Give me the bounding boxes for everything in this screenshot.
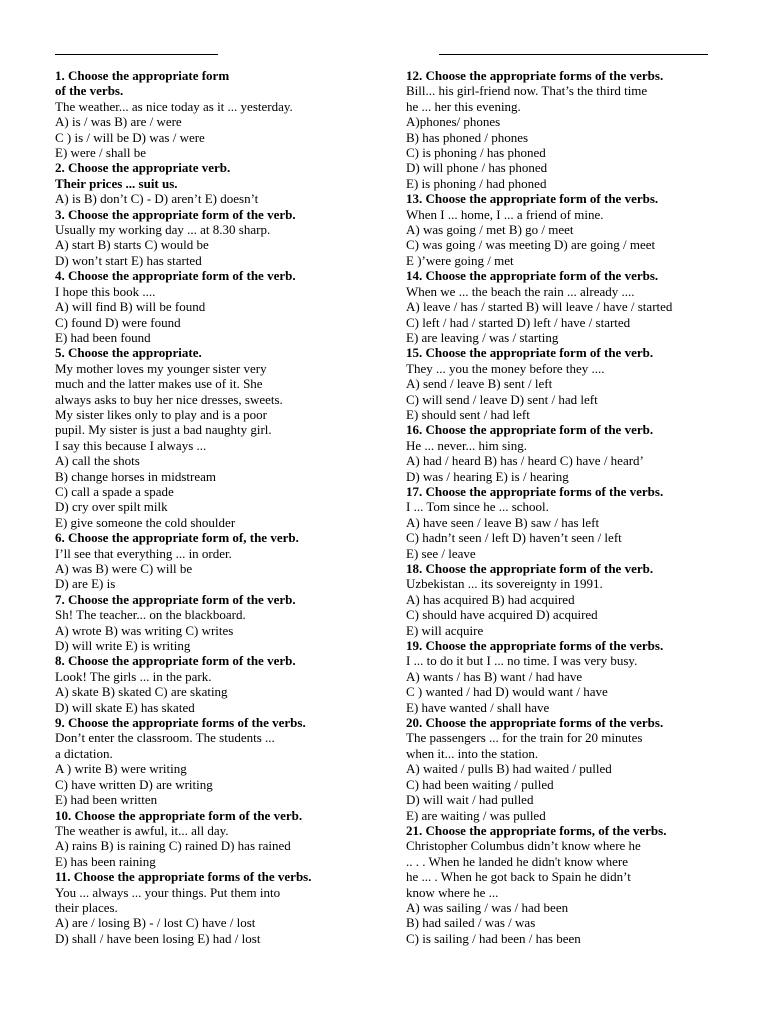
left-text-line: The weather... as nice today as it ... yesterday. (55, 98, 293, 114)
left-text-line: A) are / losing B) - / lost C) have / lost (55, 915, 256, 931)
right-question-heading: 19. Choose the appropriate forms of the verbs. (406, 638, 664, 654)
left-text-line: D) shall / have been losing E) had / lost (55, 930, 261, 946)
left-text-line: I’ll see that everything ... in order. (55, 545, 232, 561)
right-text-line: E) will acquire (406, 622, 484, 638)
left-text-line: A) call the shots (55, 453, 140, 469)
right-question-heading: 16. Choose the appropriate form of the verb. (406, 422, 654, 438)
left-text-line: E) had been written (55, 792, 158, 808)
left-text-line: D) cry over spilt milk (55, 499, 168, 515)
right-text-line: know where he ... (406, 884, 499, 900)
left-text-line: Sh! The teacher... on the blackboard. (55, 607, 246, 623)
right-text-line: A) have seen / leave B) saw / has left (406, 514, 600, 530)
left-text-line: E) has been raining (55, 853, 156, 869)
left-question-heading: 3. Choose the appropriate form of the verb. (55, 206, 296, 222)
right-text-line: C ) wanted / had D) would want / have (406, 684, 608, 700)
right-text-line: B) had sailed / was / was (406, 915, 536, 931)
right-question-heading: 15. Choose the appropriate form of the verb. (406, 345, 654, 361)
right-question-heading: 18. Choose the appropriate form of the verb. (406, 561, 654, 576)
left-text-line: C) call a spade a spade (55, 483, 174, 499)
left-text-line: My sister likes only to play and is a poor (55, 406, 267, 422)
left-text-line: B) change horses in midstream (55, 468, 217, 484)
right-text-line: I ... Tom since he ... school. (406, 499, 549, 515)
left-text-line: The weather is awful, it... all day. (55, 822, 229, 838)
right-question-heading: 17. Choose the appropriate forms of the verbs. (406, 483, 664, 499)
right-text-line: A)phones/ phones (406, 114, 501, 130)
left-text-line: A ) write B) were writing (55, 761, 187, 777)
right-text-line: A) waited / pulls B) had waited / pulled (406, 761, 612, 777)
right-question-heading: 14. Choose the appropriate form of the verbs. (406, 268, 659, 284)
right-text-line: A) wants / has B) want / had have (406, 668, 583, 684)
header-rule-right (439, 54, 708, 55)
left-text-line: Don’t enter the classroom. The students ... (55, 730, 275, 746)
right-text-line: When we ... the beach the rain ... already .... (406, 283, 635, 299)
right-text-line: The passengers ... for the train for 20 minutes (406, 730, 643, 746)
right-text-line: C) is phoning / has phoned (406, 145, 546, 161)
left-text-line: A) is / was B) are / were (55, 114, 182, 130)
right-text-line: C) will send / leave D) sent / had left (406, 391, 598, 407)
right-text-line: E) are leaving / was / starting (406, 329, 559, 345)
right-text-line: E) see / leave (406, 545, 476, 561)
left-text-line: Usually my working day ... at 8.30 sharp. (55, 222, 271, 238)
left-question-heading: 10. Choose the appropriate form of the verb. (55, 807, 303, 823)
right-text-line: A) had / heard B) has / heard C) have / heard’ (406, 453, 644, 469)
left-text-line: My mother loves my younger sister very (55, 360, 267, 376)
left-question-heading: 2. Choose the appropriate verb. (55, 160, 231, 176)
right-text-line: C) hadn’t seen / left D) haven’t seen / left (406, 530, 622, 546)
right-question-heading: 21. Choose the appropriate forms, of the verbs. (406, 822, 667, 838)
right-text-line: E )’were going / met (406, 252, 514, 268)
right-question-heading: 13. Choose the appropriate form of the verbs. (406, 191, 659, 207)
left-text-line: C) found D) were found (55, 314, 181, 330)
right-text-line: C) left / had / started D) left / have / started (406, 314, 631, 330)
right-column (406, 68, 756, 946)
left-text-line: Look! The girls ... in the park. (55, 668, 212, 684)
left-question-heading: 1. Choose the appropriate form (55, 68, 230, 83)
right-text-line: E) have wanted / shall have (406, 699, 550, 715)
right-text-line: He ... never... him sing. (406, 437, 527, 453)
left-column (55, 68, 395, 946)
left-text-line: D) won’t start E) has started (55, 252, 202, 268)
left-text-line: C) have written D) are writing (55, 776, 213, 792)
left-text-line: A) will find B) will be found (55, 299, 206, 315)
right-text-line: when it... into the station. (406, 745, 539, 761)
right-text-line: B) has phoned / phones (406, 129, 529, 145)
left-text-line: I say this because I always ... (55, 437, 207, 453)
right-text-line: C) is sailing / had been / has been (406, 930, 581, 946)
left-question-heading: 6. Choose the appropriate form of, the verb. (55, 530, 299, 546)
right-text-line: A) was sailing / was / had been (406, 899, 569, 915)
right-text-line: Christopher Columbus didn’t know where he (406, 838, 641, 854)
left-question-heading: Their prices ... suit us. (55, 175, 178, 191)
right-text-line: D) will phone / has phoned (406, 160, 548, 176)
left-text-line: a dictation. (55, 745, 113, 761)
right-text-line: C) was going / was meeting D) are going / meet (406, 237, 656, 253)
left-text-line: E) give someone the cold shoulder (55, 514, 236, 530)
left-question-heading: of the verbs. (55, 83, 124, 99)
right-question-heading: 20. Choose the appropriate forms of the verbs. (406, 715, 664, 731)
right-text-line: A) has acquired B) had acquired (406, 591, 575, 607)
right-text-line: D) will wait / had pulled (406, 792, 534, 808)
left-text-line: pupil. My sister is just a bad naughty girl. (55, 422, 272, 438)
left-text-line: E) had been found (55, 329, 151, 345)
left-text-line: A) skate B) skated C) are skating (55, 684, 228, 700)
right-text-line: Bill... his girl-friend now. That’s the third time (406, 83, 648, 99)
left-text-line: A) rains B) is raining C) rained D) has rained (55, 838, 291, 854)
left-text-line: I hope this book .... (55, 283, 156, 299)
right-text-line: They ... you the money before they .... (406, 360, 605, 376)
right-text-line: I ... to do it but I ... no time. I was very busy. (406, 653, 638, 669)
left-text-line: D) will write E) is writing (55, 638, 191, 654)
header-rule-left (55, 54, 218, 55)
right-text-line: C) had been waiting / pulled (406, 776, 554, 792)
left-question-heading: 9. Choose the appropriate forms of the verbs. (55, 715, 306, 731)
left-text-line: much and the latter makes use of it. She (55, 376, 263, 392)
right-text-line: A) leave / has / started B) will leave / have / started (406, 299, 673, 315)
left-question-heading: 4. Choose the appropriate form of the verb. (55, 268, 296, 284)
left-text-line: C ) is / will be D) was / were (55, 129, 205, 145)
left-question-heading: 8. Choose the appropriate form of the verb. (55, 653, 296, 669)
left-text-line: You ... always ... your things. Put them into (55, 884, 281, 900)
left-text-line: always asks to buy her nice dresses, sweets. (55, 391, 283, 407)
right-text-line: A) send / leave B) sent / left (406, 376, 553, 392)
left-text-line: A) start B) starts C) would be (55, 237, 209, 253)
right-text-line: A) was going / met B) go / meet (406, 222, 574, 238)
left-text-line: D) are E) is (55, 576, 116, 592)
right-text-line: .. . . When he landed he didn't know where (406, 853, 628, 869)
right-text-line: Uzbekistan ... its sovereignty in 1991. (406, 576, 603, 592)
left-text-line: their places. (55, 899, 118, 915)
left-text-line: A) was B) were C) will be (55, 561, 193, 576)
left-question-heading: 5. Choose the appropriate. (55, 345, 202, 361)
right-text-line: he ... . When he got back to Spain he didn’t (406, 869, 631, 885)
right-question-heading: 12. Choose the appropriate forms of the verbs. (406, 68, 664, 83)
right-text-line: he ... her this evening. (406, 98, 521, 114)
right-text-line: E) is phoning / had phoned (406, 175, 547, 191)
left-question-heading: 11. Choose the appropriate forms of the verbs. (55, 869, 312, 885)
right-text-line: C) should have acquired D) acquired (406, 607, 598, 623)
right-text-line: When I ... home, I ... a friend of mine. (406, 206, 604, 222)
right-text-line: E) are waiting / was pulled (406, 807, 546, 823)
left-question-heading: 7. Choose the appropriate form of the verb. (55, 591, 296, 607)
right-text-line: D) was / hearing E) is / hearing (406, 468, 569, 484)
left-text-line: A) wrote B) was writing C) writes (55, 622, 234, 638)
right-text-line: E) should sent / had left (406, 406, 530, 422)
left-text-line: A) is B) don’t C) - D) aren’t E) doesn’t (55, 191, 259, 207)
left-text-line: D) will skate E) has skated (55, 699, 195, 715)
left-text-line: E) were / shall be (55, 145, 146, 161)
